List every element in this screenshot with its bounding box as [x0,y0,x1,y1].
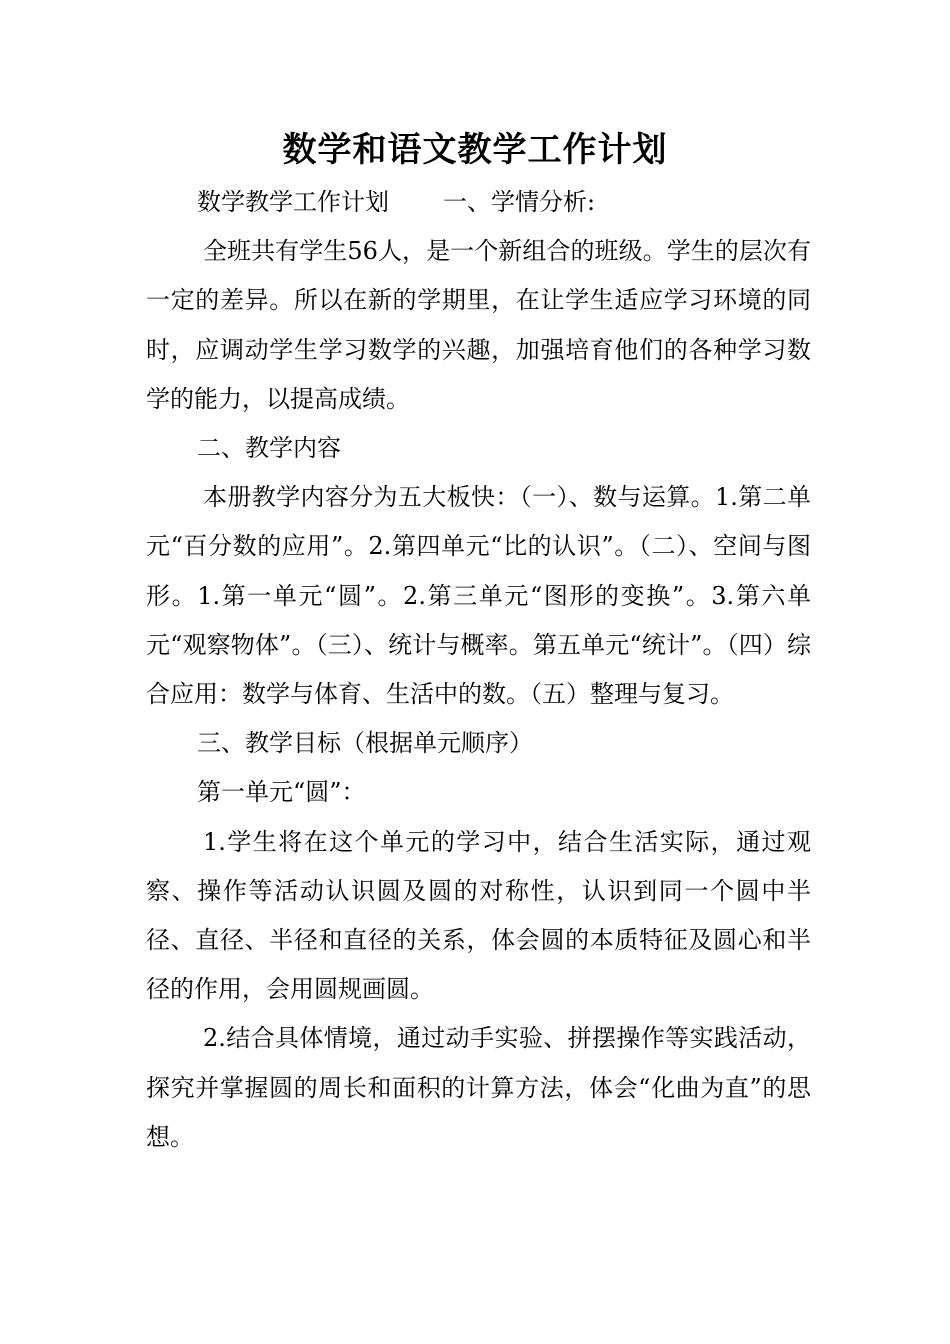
paragraph-2: 二、教学内容 [197,434,341,463]
subtitle-left: 数学教学工作计划 [197,188,389,216]
paragraph-7: 2.结合具体情境，通过动手实验、拼摆操作等实践活动，探究并掌握圆的周长和面积的计算方法，体会“化曲为直”的思想。 [146,1024,811,1151]
subtitle-right: 一、学情分析: [443,188,596,216]
paragraph-5: 第一单元“圆”： [197,778,366,807]
paragraph-3: 本册教学内容分为五大板快：（一）、数与运算。1.第二单元“百分数的应用”。2.第四单元“比的认识”。（二）、空间与图形。1.第一单元“圆”。2.第三单元“图形的变换”。3.第六单元“观察物体”。（三）、统计与概率。第五单元“统计”。（四）综合应用：数学与体育、生活中的数。（五）整理与复习。 [146,483,811,709]
paragraph-6: 1.学生将在这个单元的学习中，结合生活实际，通过观察、操作等活动认识圆及圆的对称性，认识到同一个圆中半径、直径、半径和直径的关系，体会圆的本质特征及圆心和半径的作用，会用圆规画圆。 [146,827,811,1004]
subtitle-line [146,178,811,227]
paragraph-4: 三、教学目标（根据单元顺序） [197,729,533,758]
document-title: 数学和语文教学工作计划 [282,130,668,170]
document-body [146,178,811,1162]
paragraph-1: 全班共有学生56人，是一个新组合的班级。学生的层次有一定的差异。所以在新的学期里，在让学生适应学习环境的同时，应调动学生学习数学的兴趣，加强培育他们的各种学习数学的能力，以提高成绩。 [146,237,811,413]
